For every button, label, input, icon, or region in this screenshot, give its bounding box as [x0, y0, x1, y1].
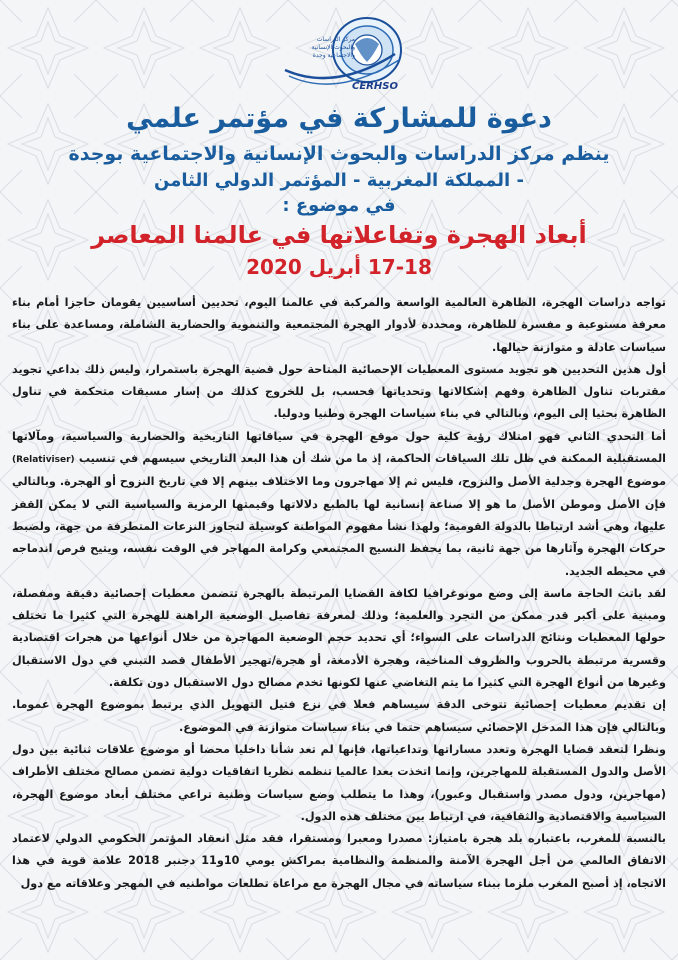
paragraph: ونظرا لتعقد قضايا الهجرة وتعدد مساراتها وتداعياتها، فإنها لم تعد شأنا داخليا محضا أو موضوع علاقات ثنائية بين دول الأصل والدول المستقبلة للمهاجرين، وإنما اتخذت بعدا عالميا تنظمه نظريا اتفاقيات دولية تضمن مصالح مختلف الأطراف (مهاجرين، ودول مصدر واستقبال وعبور)، وهذا ما يتطلب وضع سياسات وطنية تراعي مختلف أبعاد موضوع الهجرة، السياسية والاقتصادية والثقافية، في ارتباط بين مختلف هذه الدول. — [12, 742, 666, 823]
page-title: دعوة للمشاركة في مؤتمر علمي — [126, 103, 552, 134]
logo-brand: CERHSO — [352, 81, 398, 92]
logo-line: والبحوث الإنسانية — [311, 44, 355, 51]
paragraph: بالنسبة للمغرب، باعتباره بلد هجرة بامتياز: مصدرا ومعبرا ومستقرا، فقد مثل انعقاد المؤتمر الحكومي الدولي لاعتماد الاتفاق العالمي من أجل الهجرة الآمنة والمنظمة والنظامية بمراكش يومي 10و11 دجنبر 2018 علامة قوية في هذا الاتجاه، إذ أصبح المغرب ملزما ببناء سياساته في مجال الهجرة مع مراعاة تطلعات مواطنيه في المهجر وعلاقاته مع دول — [12, 832, 666, 890]
conference-topic: أبعاد الهجرة وتفاعلاتها في عالمنا المعاصر — [91, 221, 587, 249]
paragraph: أول هذين التحديين هو تجويد مستوى المعطيات الإحصائية المتاحة حول قضية الهجرة باستمرار، وليس ذلك بداعي تجويد مقتربات تناول الظاهرة وفهم إشكالاتها وتحدياتها فحسب، بل للخروج كذلك من إسار مسبقات متحكمة في تناول الظاهرة بحثيا إلى اليوم، وبالتالي في بناء سياسات الهجرة وطنيا ودوليا. — [12, 362, 666, 421]
paragraph-part: موضوع الهجرة وجدلية الأصل والنزوح، فليس ثم إلا مهاجرون وما الاختلاف بينهم إلا في تاريخ النزوح أو الهجرة. وبالتالي فإن الأصل وموطن الأصل ما هو إلا صناعة إنسانية لها بالطبع دلالاتها وقيمتها الرمزية والسياسية التي لا يمكن القفز عليها، وهي أشد ارتباطا بالدولة القومية؛ ولهذا نشأ مفهوم المواطنة كوسيلة لتجاوز النزعات المتطرفة من جهة، ولضبط حركات الهجرة وآثارها من جهة ثانية، بما يحفظ النسيج المجتمعي وكرامة المهاجر في الوقت نفسه، ويتيح فرص اندماجه في محيطه الجديد. — [12, 475, 666, 578]
paragraph: إن تقديم معطيات إحصائية تتوخى الدقة سيساهم فعلا في نزع فتيل التهويل الذي يرتبط بموضوع الهجرة عموما. وبالتالي فإن هذا المدخل الإحصائي سيساهم حتما في بناء سياسات متوازنة في الموضوع. — [12, 698, 666, 734]
logo-line: مركز الدراسات — [316, 36, 355, 43]
call-body — [12, 292, 666, 895]
french-term: (Relativiser) — [12, 455, 75, 466]
logo-text — [285, 36, 355, 60]
paragraph: لقد باتت الحاجة ماسة إلى وضع مونوغرافيا لكافة القضايا المرتبطة بالهجرة تتضمن معطيات إحصائية دقيقة ومفصلة، ومبنية على أكبر قدر ممكن من التجرد والعلمية؛ وذلك لمعرفة تفاصيل الوضعية الراهنة للهجرة التي كثيرا ما تختلف حولها المعطيات ونتائج الدراسات على السواء؛ أي تحديد حجم الوضعية المهاجرة من خلال أنواعها من هجرات اقتصادية وقسرية مرتبطة بالحروب والظروف المناخية، وهجرة الأدمغة، أو هجرة/تهجير الأطفال قصد التبني في دول الاستقبال وغيرها من أنواع الهجرة التي كثيرا ما يتم التغاضي عنها لكونها تخدم مصالح دول الاستقبال دون تكلفة. — [12, 586, 666, 690]
logo-line: والاجتماعية وجدة — [312, 52, 355, 59]
organizer-line: ينظم مركز الدراسات والبحوث الإنسانية والاجتماعية بوجدة — [68, 143, 610, 165]
header — [0, 14, 678, 104]
paragraph — [12, 426, 666, 583]
title-block — [0, 100, 678, 282]
paragraph: تواجه دراسات الهجرة، الظاهرة العالمية الواسعة والمركبة في عالمنا اليوم، تحديين أساسيين يقومان حاجزا أمام بناء معرفة مستوعبة و مفسرة للظاهرة، ومحددة لأدوار الهجرة المجتمعية والتنموية والحضارية الشاملة، ومساعدة على بناء سياسات عادلة و متوازنة حيالها. — [12, 296, 666, 354]
paragraph-part: أما التحدي الثاني فهو امتلاك رؤية كلية حول موقع الهجرة في سياقاتها التاريخية والحضارية والسياسية، ومآلاتها المستقبلية الممكنة في ظل تلك السياقات الحاكمة، إذ ما من شك أن هذا البعد التاريخي سيسهم في تنسيب — [12, 429, 666, 466]
topic-intro: في موضوع : — [282, 195, 396, 216]
country-line: - المملكة المغربية - المؤتمر الدولي الثامن — [154, 170, 524, 191]
conference-date: 17-18 أبريل 2020 — [246, 255, 432, 279]
